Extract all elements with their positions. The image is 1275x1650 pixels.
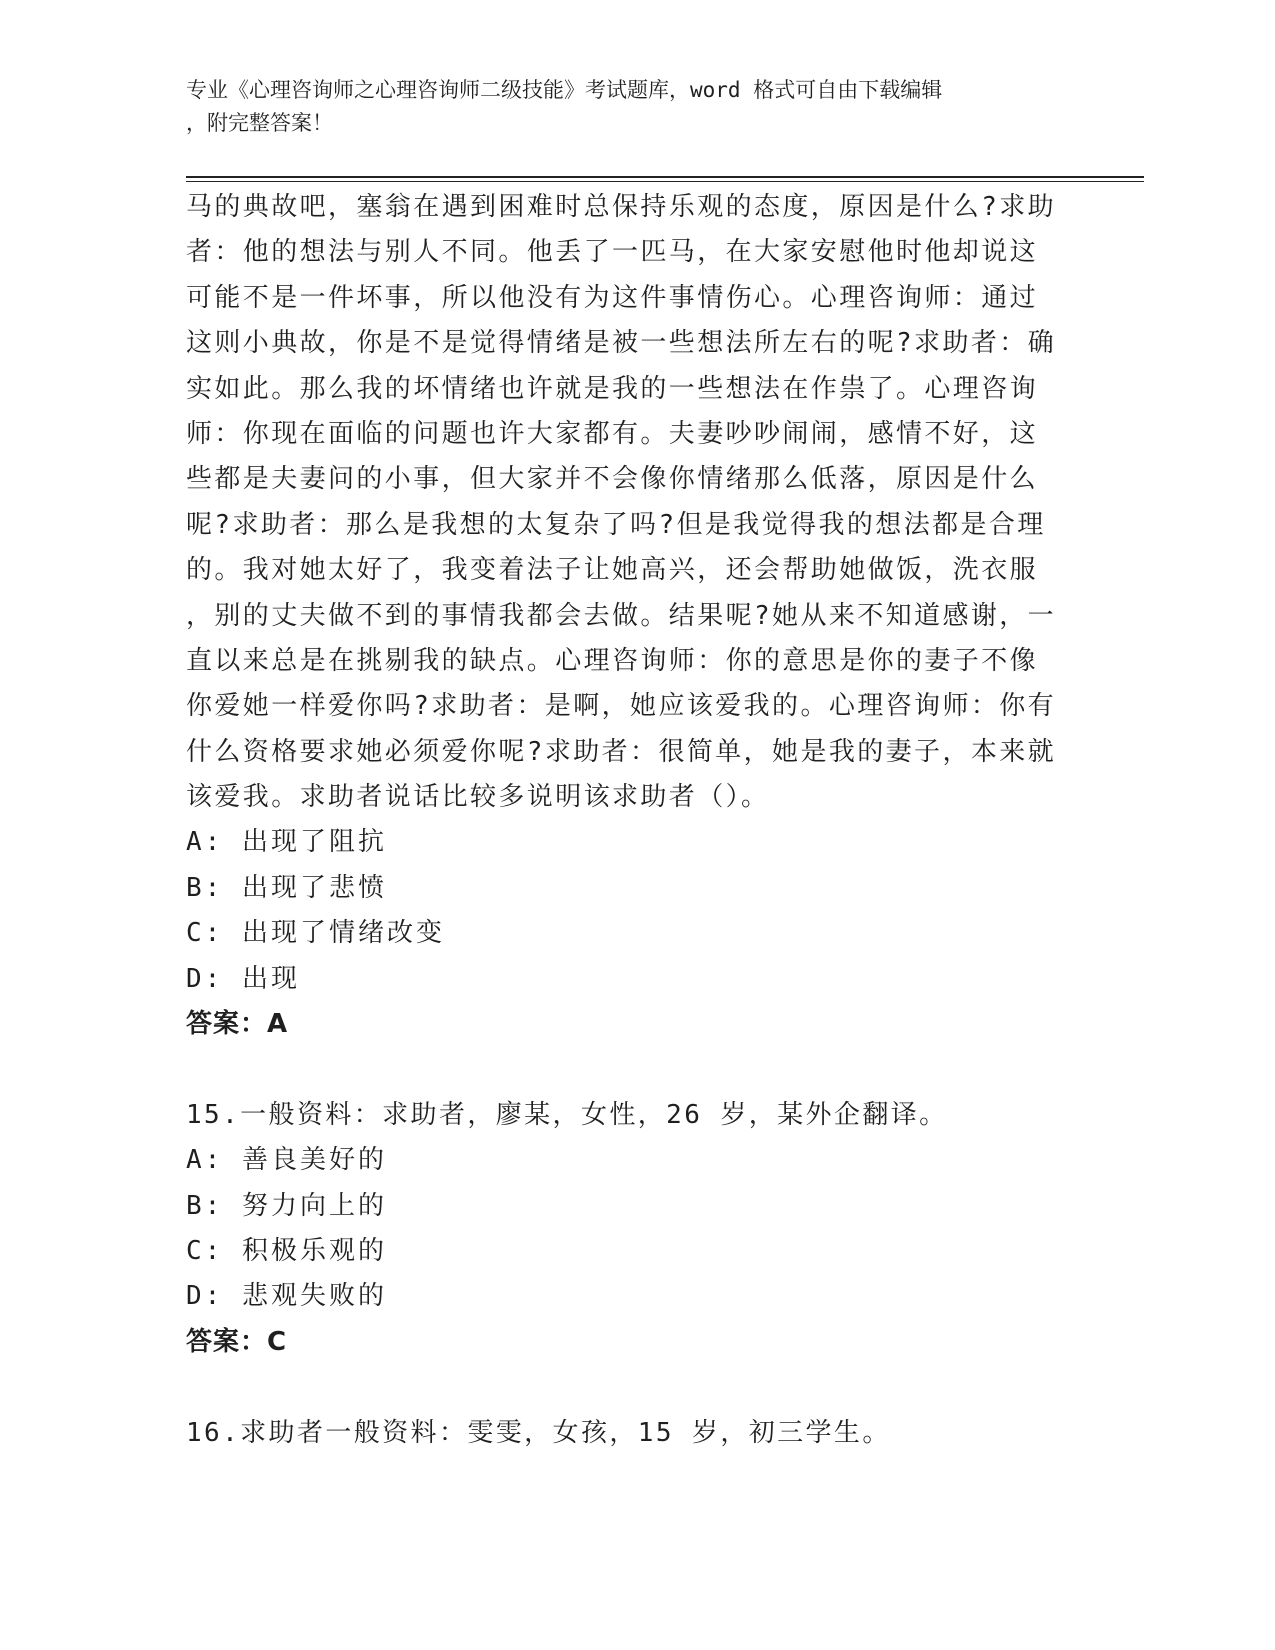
spacer (186, 1047, 1086, 1092)
q14-option-c: C: 出现了情绪改变 (186, 918, 445, 949)
passage-line: 些都是夫妻问的小事，但大家并不会像你情绪那么低落，原因是什么 (186, 464, 1039, 495)
passage-line: 什么资格要求她必须爱你呢?求助者：很简单，她是我的妻子，本来就 (186, 736, 1057, 767)
passage-line: 师：你现在面临的问题也许大家都有。夫妻吵吵闹闹，感情不好，这 (186, 418, 1039, 449)
passage-line: 呢?求助者：那么是我想的太复杂了吗?但是我觉得我的想法都是合理 (186, 509, 1046, 540)
passage-line: 可能不是一件坏事，所以他没有为这件事情伤心。心理咨询师：通过 (186, 282, 1039, 313)
q14-option-b: B: 出现了悲愤 (186, 872, 387, 903)
passage-line: 马的典故吧，塞翁在遇到困难时总保持乐观的态度，原因是什么?求助 (186, 192, 1057, 222)
passage-line: 的。我对她太好了，我变着法子让她高兴，还会帮助她做饭，洗衣服 (186, 555, 1039, 586)
document-header (186, 74, 1086, 140)
header-rule-thin (186, 181, 1144, 182)
q14-answer: 答案：A (186, 1009, 289, 1040)
q15-option-a: A: 善良美好的 (186, 1145, 387, 1176)
q15-stem: 15.一般资料：求助者，廖某，女性，26 岁，某外企翻译。 (186, 1099, 948, 1130)
document-body (186, 185, 1086, 1456)
passage-line: 这则小典故，你是不是觉得情绪是被一些想法所左右的呢?求助者：确 (186, 328, 1057, 359)
q15-option-c: C: 积极乐观的 (186, 1235, 387, 1266)
question-14-passage (186, 185, 1086, 820)
header-line-2: ，附完整答案！ (186, 111, 333, 135)
header-rule-thick (186, 176, 1144, 178)
passage-line: 该爱我。求助者说话比较多说明该求助者（）。 (186, 782, 770, 813)
q15-option-b: B: 努力向上的 (186, 1190, 387, 1221)
q14-option-a: A: 出现了阻抗 (186, 827, 387, 858)
passage-line: ，别的丈夫做不到的事情我都会去做。结果呢?她从来不知道感谢，一 (186, 600, 1057, 631)
passage-line: 实如此。那么我的坏情绪也许就是我的一些想法在作祟了。心理咨询 (186, 373, 1039, 404)
passage-line: 你爱她一样爱你吗?求助者：是啊，她应该爱我的。心理咨询师：你有 (186, 691, 1057, 722)
header-line-1: 专业《心理咨询师之心理咨询师二级技能》考试题库，word 格式可自由下载编辑 (186, 78, 943, 102)
q15-answer: 答案：C (186, 1326, 288, 1357)
spacer (186, 1365, 1086, 1410)
passage-line: 直以来总是在挑剔我的缺点。心理咨询师：你的意思是你的妻子不像 (186, 645, 1039, 676)
q15-option-d: D: 悲观失败的 (186, 1281, 387, 1312)
q16-stem: 16.求助者一般资料：雯雯，女孩，15 岁，初三学生。 (186, 1417, 891, 1448)
q14-option-d: D: 出现 (186, 963, 300, 994)
passage-line: 者：他的想法与别人不同。他丢了一匹马，在大家安慰他时他却说这 (186, 237, 1039, 268)
